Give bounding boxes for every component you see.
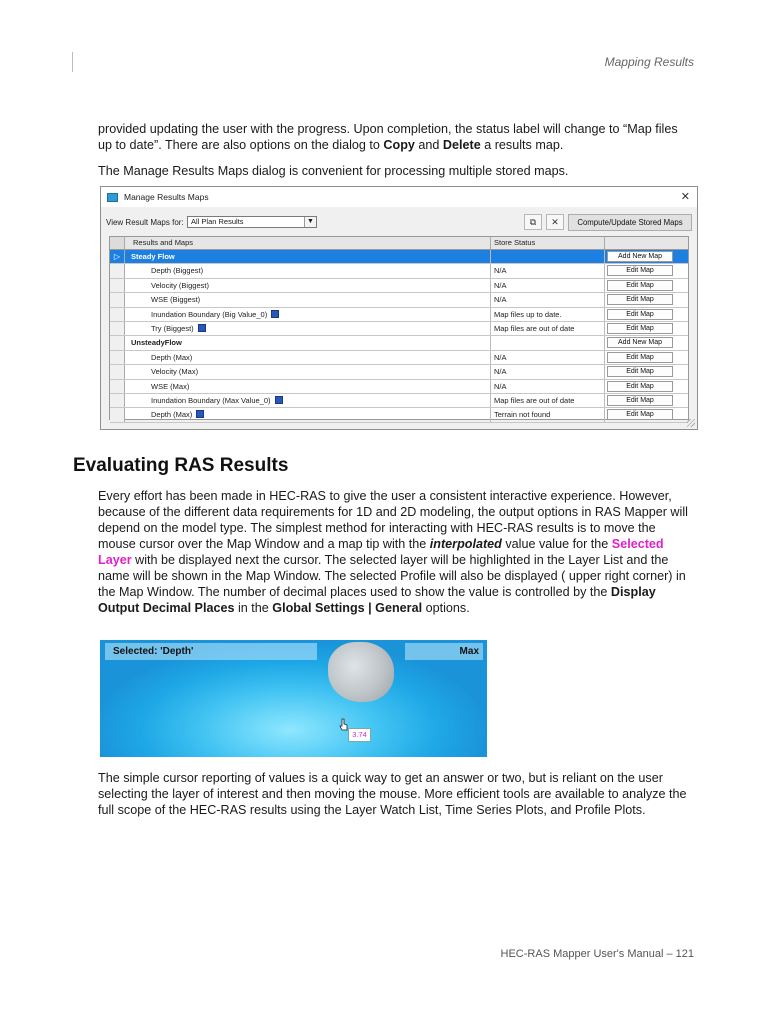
edit-map-button[interactable]: Edit Map [607,395,673,406]
manage-results-maps-dialog [100,186,698,430]
edit-map-button[interactable]: Edit Map [607,265,673,276]
row-selector[interactable] [110,322,125,335]
display-output-term: Display Output Decimal Places [98,585,656,615]
row-selector[interactable] [110,380,125,393]
row-name-text: Depth (Max) [151,410,193,420]
dialog-titlebar [101,187,697,207]
delete-map-button[interactable] [546,214,564,230]
row-status: Map files up to date. [491,308,605,321]
row-name: WSE (Max) [125,380,491,393]
row-name [125,308,491,321]
row-status: N/A [491,264,605,277]
row-header-corner [110,237,125,249]
paragraph-progress [98,121,694,153]
delete-term: Delete [442,138,481,152]
edit-map-button[interactable]: Edit Map [607,366,673,377]
running-header: Mapping Results [604,55,694,69]
row-name [125,394,491,407]
paragraph-text: value value for the [501,537,612,551]
selected-row-icon: ▷ [113,252,121,261]
section-heading: Evaluating RAS Results [73,455,289,476]
paragraph-text: Every effort has been made in HEC-RAS to give the user a consistent interactive experience. However, because of the different data requirements for 1D and 2D modeling, the output options in RAS Mapper will depend on the model type. The simplest method for interacting with HEC-RAS results is to move the mouse cursor over the Map Window and a map tip with the [98,489,688,551]
row-name [125,408,491,421]
table-row[interactable] [110,264,688,278]
table-row[interactable] [110,308,688,322]
save-icon [275,396,283,404]
map-window-screenshot [100,640,487,757]
resize-grip[interactable] [687,419,695,427]
row-status: N/A [491,365,605,378]
save-icon [196,410,204,418]
row-selector[interactable] [110,351,125,364]
close-icon[interactable]: ✕ [680,191,690,203]
edit-map-button[interactable]: Edit Map [607,280,673,291]
column-header-action [605,237,688,249]
edit-map-button[interactable]: Edit Map [607,409,673,420]
page-margin-mark [72,52,73,72]
app-icon [107,193,118,202]
filter-value: All Plan Results [191,217,244,226]
row-status [491,250,605,263]
paragraph-cursor-reporting: The simple cursor reporting of values is a quick way to get an answer or two, but is reliant on the user selecting the layer of interest and then moving the mouse. More efficient tools are available to analyze the full scope of the HEC-RAS results using the Layer Watch List, Time Series Plots, and Profile Plots. [98,771,687,817]
grid-header [110,237,688,250]
row-status: N/A [491,380,605,393]
row-selector[interactable] [110,279,125,292]
paragraph-text: options. [422,601,470,615]
chevron-down-icon[interactable]: ▼ [304,217,316,227]
row-selector[interactable] [110,408,125,421]
edit-map-button[interactable]: Edit Map [607,381,673,392]
paragraph-evaluating-results [98,488,694,616]
table-row[interactable] [110,365,688,379]
row-status: Map files are out of date [491,322,605,335]
add-new-map-button[interactable]: Add New Map [607,337,673,348]
copy-icon: ⧉ [529,217,537,227]
paragraph-text: provided updating the user with the progress. Upon completion, the status label will change to “Map files up to date”. There are also options on the dialog to [98,122,678,152]
row-name: Velocity (Biggest) [125,279,491,292]
row-name [125,322,491,335]
terrain-feature [328,642,394,702]
row-name-text: Inundation Boundary (Big Value_0) [151,309,268,319]
row-name: Depth (Biggest) [125,264,491,277]
table-row[interactable] [110,250,688,264]
column-header-store-status[interactable]: Store Status [491,237,605,249]
table-row[interactable] [110,293,688,307]
edit-map-button[interactable]: Edit Map [607,323,673,334]
row-name: Depth (Max) [125,351,491,364]
row-name: Velocity (Max) [125,365,491,378]
table-row[interactable] [110,394,688,408]
row-selector[interactable] [110,336,125,349]
compute-update-stored-maps-button[interactable]: Compute/Update Stored Maps [568,214,692,231]
paragraph-text: with be displayed next the cursor. The selected layer will be highlighted in the Layer List and the name will be shown in the Map Window. The selected Profile will also be displayed ( upper right corner) in the Map Window. The number of decimal places used to show the value is controlled by the [98,553,686,599]
add-new-map-button[interactable]: Add New Map [607,251,673,262]
selected-layer-label: Selected: 'Depth' [105,643,317,660]
row-name-text: Inundation Boundary (Max Value_0) [151,395,271,405]
copy-term: Copy [383,138,415,152]
copy-map-button[interactable] [524,214,542,230]
row-status: Terrain not found [491,408,605,421]
table-row[interactable] [110,322,688,336]
results-maps-grid [109,236,689,420]
table-row[interactable] [110,336,688,350]
table-row[interactable] [110,351,688,365]
paragraph-text: a results map. [480,138,564,152]
row-name: WSE (Biggest) [125,293,491,306]
filter-label: View Result Maps for: [106,218,184,227]
column-header-results-and-maps[interactable]: Results and Maps [125,237,491,249]
table-row[interactable] [110,279,688,293]
row-name: UnsteadyFlow [125,336,491,349]
row-selector[interactable] [110,264,125,277]
page-footer: HEC-RAS Mapper User's Manual – 121 [500,948,694,960]
edit-map-button[interactable]: Edit Map [607,294,673,305]
row-status: N/A [491,279,605,292]
paragraph-dialog-intro: The Manage Results Maps dialog is convenient for processing multiple stored maps. [98,164,569,178]
row-name: Steady Flow [125,250,491,263]
row-selector[interactable] [110,394,125,407]
row-status: Map files are out of date [491,394,605,407]
save-icon [271,310,279,318]
delete-icon: ✕ [551,217,559,227]
selected-layer-term: Selected Layer [98,537,664,567]
row-selector[interactable] [110,293,125,306]
row-status [491,336,605,349]
edit-map-button[interactable]: Edit Map [607,352,673,363]
save-icon [198,324,206,332]
table-row[interactable] [110,408,688,422]
row-selector[interactable] [110,250,125,263]
filter-row [106,214,692,232]
edit-map-button[interactable]: Edit Map [607,309,673,320]
table-row[interactable] [110,380,688,394]
row-status: N/A [491,293,605,306]
paragraph-text: in the [234,601,273,615]
row-name-text: Try (Biggest) [151,323,194,333]
row-selector[interactable] [110,365,125,378]
paragraph-text: and [414,138,443,152]
interpolated-term: interpolated [429,537,502,551]
profile-label: Max [405,643,483,660]
result-maps-filter-select[interactable] [187,216,317,228]
map-tip-value: 3.74 [348,728,371,742]
row-status: N/A [491,351,605,364]
dialog-title: Manage Results Maps [124,192,209,202]
row-selector[interactable] [110,308,125,321]
global-settings-term: Global Settings | General [272,601,423,615]
